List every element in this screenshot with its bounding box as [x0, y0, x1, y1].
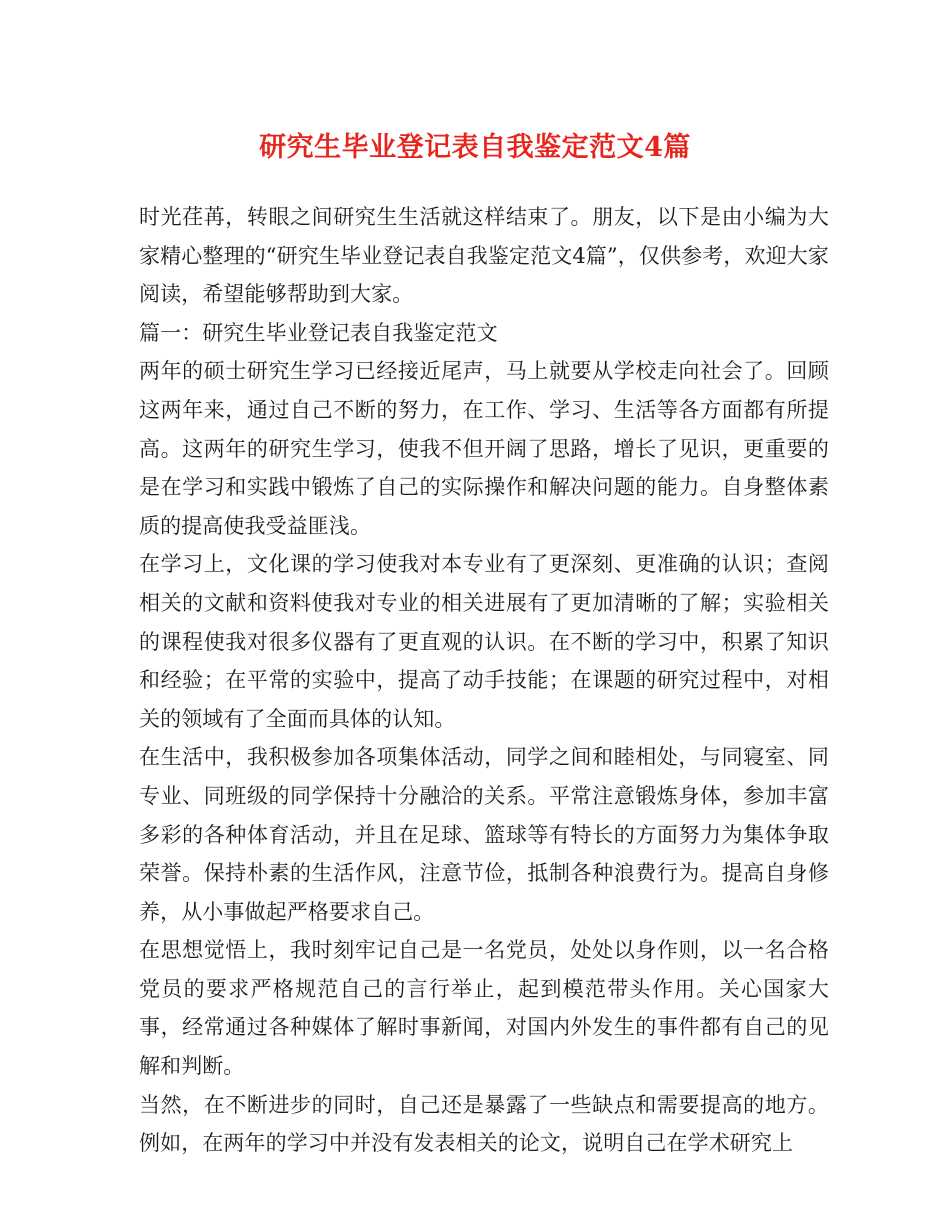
body-paragraph: 在学习上，文化课的学习使我对本专业有了更深刻、更准确的认识；查阅相关的文献和资料使我对专业的相关进展有了更加清晰的了解；实验相关的课程使我对很多仪器有了更直观的认识。在不断的学习中，积累了知识和经验；在平常的实验中，提高了动手技能；在课题的研究过程中，对相关的领域有了全面而具体的认知。 — [139, 552, 829, 731]
body-paragraph: 当然，在不断进步的同时，自己还是暴露了一些缺点和需要提高的地方。例如，在两年的学习中并没有发表相关的论文，说明自己在学术研究上 — [139, 1092, 829, 1156]
intro-paragraph: 时光荏苒，转眼之间研究生生活就这样结束了。朋友，以下是由小编为大家精心整理的“研究生毕业登记表自我鉴定范文4篇”，仅供参考，欢迎大家阅读，希望能够帮助到大家。 — [139, 205, 829, 307]
body-paragraph: 在思想觉悟上，我时刻牢记自己是一名党员，处处以身作则，以一名合格党员的要求严格规范自己的言行举止，起到模范带头作用。关心国家大事，经常通过各种媒体了解时事新闻，对国内外发生的事件都有自己的见解和判断。 — [139, 938, 829, 1079]
section-heading: 篇一：研究生毕业登记表自我鉴定范文 — [139, 320, 498, 345]
body-paragraph: 两年的硕士研究生学习已经接近尾声，马上就要从学校走向社会了。回顾这两年来，通过自己不断的努力，在工作、学习、生活等各方面都有所提高。这两年的研究生学习，使我不但开阔了思路，增长了见识，更重要的是在学习和实践中锻炼了自己的实际操作和解决问题的能力。自身整体素质的提高使我受益匪浅。 — [139, 359, 829, 538]
document-body — [139, 198, 829, 1163]
body-paragraph: 在生活中，我积极参加各项集体活动，同学之间和睦相处，与同寝室、同专业、同班级的同学保持十分融洽的关系。平常注意锻炼身体，参加丰富多彩的各种体育活动，并且在足球、篮球等有特长的方面努力为集体争取荣誉。保持朴素的生活作风，注意节俭，抵制各种浪费行为。提高自身修养，从小事做起严格要求自己。 — [139, 745, 829, 924]
document-title: 研究生毕业登记表自我鉴定范文4篇 — [259, 132, 691, 163]
